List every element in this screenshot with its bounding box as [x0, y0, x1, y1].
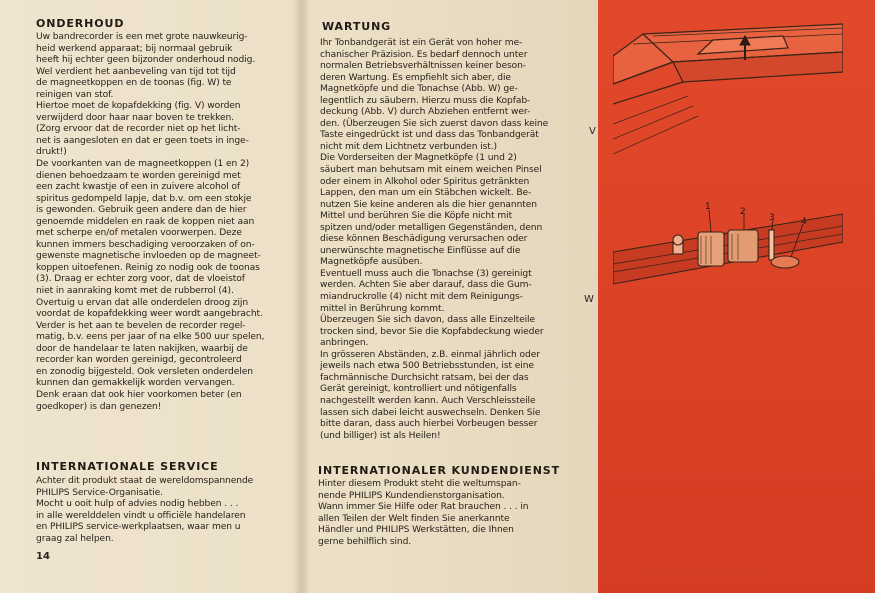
wartung-line: miandruckrolle (4) nicht mit dem Reinigungs- [320, 292, 523, 303]
onderhoud-line: Hiertoe moet de kopafdekking (fig. V) worden [36, 101, 241, 112]
onderhoud-line: matig, b.v. eens per jaar of na elke 500 uur spelen, [36, 332, 265, 343]
onderhoud-line: kunnen dan gemakkelijk worden vervangen. [36, 378, 235, 389]
onderhoud-line: Uw bandrecorder is een met grote nauwkeurig- [36, 32, 248, 42]
onderhoud-line: spiritus gedompeld lapje, dat b.v. om een stokje [36, 193, 252, 204]
heading-wartung: WARTUNG [322, 20, 392, 33]
wartung-line: unerwünschte magnetische Einflüsse auf die [320, 245, 521, 256]
page-number: 14 [36, 551, 50, 562]
onderhoud-line: dienen behoedzaam te worden gereinigd met [36, 170, 241, 181]
onderhoud-line: De voorkanten van de magneetkoppen (1 en 2) [36, 159, 250, 170]
onderhoud-line: de magneetkoppen en de toonas (fig. W) te [36, 78, 232, 89]
wartung-line: spitzen und/oder metalligen Gegenständen, denn [320, 222, 543, 233]
wartung-line: werden. Achten Sie aber darauf, dass die Gum- [320, 280, 532, 291]
wartung-line: nachgestellt werden kann. Auch Verschleissteile [320, 395, 536, 406]
onderhoud-line: koppen uitoefenen. Reinig zo nodig ook de toonas [36, 262, 260, 273]
wartung-line: legentlich zu säubern. Hierzu muss die Kopfab- [320, 95, 531, 106]
wartung-body [320, 38, 548, 442]
wartung-line: bitte daran, dass auch hierbei Vorbeugen besser [320, 419, 538, 430]
figure-label-w: W [584, 294, 594, 305]
onderhoud-line: heeft hij echter geen bijzonder onderhoud nodig. [36, 55, 256, 66]
onderhoud-line: (Zorg ervoor dat de recorder niet op het licht- [36, 124, 241, 135]
tape-head-illustration [613, 14, 843, 324]
onderhoud-line: heid werkend apparaat; bij normaal gebruik [36, 43, 233, 54]
wartung-line: Magnetköpfe und die Tonachse (Abb. W) ge- [320, 84, 518, 95]
onderhoud-line: is gewonden. Gebruik geen andere dan de hier [36, 205, 247, 216]
onderhoud-line: kunnen immers beschadiging veroorzaken of on- [36, 239, 255, 250]
onderhoud-line: (3). Draag er echter zorg voor, dat de vloeistof [36, 274, 245, 285]
wartung-line: trocken sind, bevor Sie die Kopfabdeckung wieder [320, 326, 544, 337]
onderhoud-line: recorder kan worden gereinigd, gecontroleerd [36, 355, 242, 366]
heading-onderhoud: ONDERHOUD [36, 17, 125, 30]
onderhoud-line: net is aangesloten en dat er geen toets in inge- [36, 135, 249, 146]
onderhoud-line: drukt!) [36, 147, 67, 158]
part-label-4: 4 [801, 217, 807, 227]
part-label-2: 2 [740, 207, 746, 217]
kundendienst-line: Hinter diesem Produkt steht die weltumspan- [318, 479, 521, 489]
onderhoud-line: Denk eraan dat ook hier voorkomen beter (en [36, 389, 242, 400]
service-line: Achter dit produkt staat de wereldomspannende [36, 476, 254, 486]
onderhoud-line: verwijderd door haar naar boven te trekken. [36, 112, 234, 123]
onderhoud-line: goedkoper) is dan genezen! [36, 401, 162, 412]
kundendienst-line: allen Teilen der Welt finden Sie anerkannte [318, 513, 510, 524]
wartung-line: Mittel und berühren Sie die Köpfe nicht mit [320, 211, 513, 222]
figure-w-tape-heads [613, 214, 843, 284]
wartung-line: jeweils nach etwa 500 Betriebsstunden, ist eine [320, 361, 534, 372]
wartung-line: Lappen, den man um ein Stäbchen wickelt. Be- [320, 188, 532, 199]
wartung-line: nicht mit dem Lichtnetz verbunden ist.) [320, 141, 498, 152]
wartung-line: normalen Betriebsverhältnissen keiner beson- [320, 61, 526, 72]
kundendienst-line: Händler und PHILIPS Werkstätten, die Ihnen [318, 525, 514, 536]
onderhoud-line: een zacht kwastje of een in zuivere alcohol of [36, 182, 241, 193]
wartung-line: In grösseren Abständen, z.B. einmal jährlich oder [320, 349, 540, 360]
internationale-service-body [36, 476, 253, 545]
kundendienst-line: gerne behilflich sind. [318, 536, 412, 547]
figure-v-head-cover [613, 24, 843, 154]
onderhoud-line: Wel verdient het aanbeveling van tijd tot tijd [36, 66, 236, 77]
onderhoud-line: gewenste magnetische invloeden op de magneet- [36, 251, 261, 262]
wartung-line: lassen sich dabei leicht auswechseln. Denken Sie [320, 407, 541, 418]
service-line: en PHILIPS service-werkplaatsen, waar men u [36, 522, 241, 533]
service-line: Mocht u ooit hulp of advies nodig hebben . . . [36, 499, 239, 510]
wartung-line: anbringen. [320, 338, 369, 349]
onderhoud-line: voordat de kopafdekking weer wordt aangebracht. [36, 309, 263, 320]
wartung-line: mittel in Berührung kommt. [320, 303, 445, 314]
wartung-line: chanischer Präzision. Es bedarf dennoch unter [320, 49, 528, 60]
wartung-line: deckung (Abb. V) durch Abziehen entfernt wer- [320, 107, 531, 118]
wartung-line: nutzen Sie keine anderen als die hier genannten [320, 199, 537, 210]
service-line: in alle werelddelen vindt u officiële handelaren [36, 510, 246, 521]
figure-label-v: V [589, 126, 596, 137]
onderhoud-body [36, 32, 264, 413]
part-label-1: 1 [705, 202, 711, 212]
wartung-line: Überzeugen Sie sich davon, dass alle Einzelteile [320, 315, 535, 326]
wartung-line: deren Wartung. Es empfiehlt sich aber, die [320, 72, 511, 83]
onderhoud-line: en zonodig bijgesteld. Ook versleten onderdelen [36, 366, 253, 377]
kundendienst-line: nende PHILIPS Kundendienstorganisation. [318, 490, 505, 501]
service-line: PHILIPS Service-Organisatie. [36, 487, 163, 498]
wartung-line: (und billiger) ist als Heilen! [320, 430, 441, 441]
onderhoud-line: genoemde middelen en raak de koppen niet aan [36, 216, 255, 227]
wartung-line: Gerät gereinigt, kontrolliert und nötigenfalls [320, 384, 517, 395]
kundendienst-body [318, 479, 528, 548]
wartung-line: Die Vorderseiten der Magnetköpfe (1 und 2) [320, 153, 517, 164]
wartung-line: oder einem in Alkohol oder Spiritus getränkten [320, 176, 530, 187]
wartung-line: Taste eingedrückt ist und dass das Tonbandgerät [320, 130, 539, 141]
wartung-line: Eventuell muss auch die Tonachse (3) gereinigt [320, 268, 532, 279]
onderhoud-line: met scherpe en/of metalen voorwerpen. Deze [36, 228, 242, 239]
wartung-line: Magnetköpfe ausüben. [320, 257, 423, 268]
kundendienst-line: Wann immer Sie Hilfe oder Rat brauchen . . . in [318, 502, 529, 513]
onderhoud-line: Overtuig u ervan dat alle onderdelen droog zijn [36, 297, 249, 308]
service-line: graag zal helpen. [36, 533, 114, 544]
wartung-line: den. (Überzeugen Sie sich zuerst davon dass keine [320, 118, 549, 129]
heading-internationale-service: INTERNATIONALE SERVICE [36, 460, 219, 473]
part-label-3: 3 [769, 213, 775, 223]
heading-internationaler-kundendienst: INTERNATIONALER KUNDENDIENST [318, 464, 561, 477]
wartung-line: fachmännische Durchsicht ratsam, bei der das [320, 372, 529, 383]
wartung-line: säubert man behutsam mit einem weichen Pinsel [320, 165, 542, 176]
wartung-line: Ihr Tonbandgerät ist ein Gerät von hoher me- [320, 38, 523, 48]
onderhoud-line: niet in aanraking komt met de rubberrol (4). [36, 286, 234, 297]
onderhoud-line: door de handelaar te laten nakijken, waarbij de [36, 343, 248, 354]
page-gutter [292, 0, 310, 593]
onderhoud-line: Verder is het aan te bevelen de recorder regel- [36, 320, 246, 331]
onderhoud-line: reinigen van stof. [36, 89, 114, 100]
wartung-line: diese können Beschädigung verursachen oder [320, 234, 528, 245]
